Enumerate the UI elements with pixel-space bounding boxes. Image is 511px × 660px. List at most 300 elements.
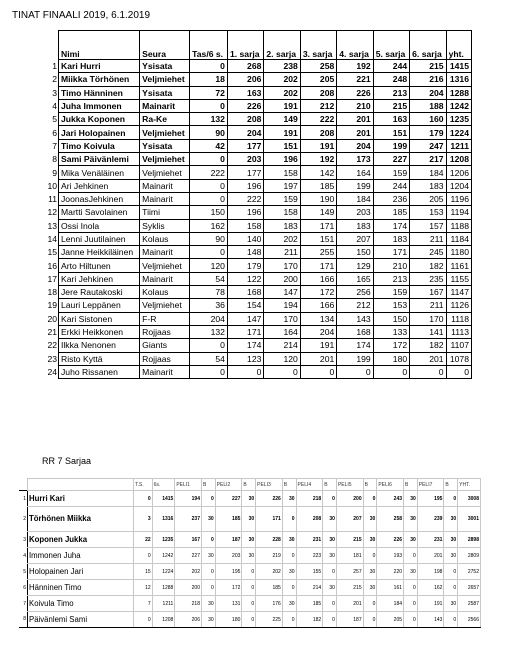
row-number: 22 [39,339,59,352]
table-row [39,365,472,378]
score-cell: 54 [190,352,228,365]
rr-header-row [19,479,481,491]
rr-score-cell: 30 [201,596,215,612]
rr-score-cell: 30 [282,564,296,580]
rr-row-number: 7 [23,600,26,607]
rr-score-cell: 171 [256,507,283,532]
score-cell: 183 [373,232,409,245]
club-name: Veljmiehet [140,73,190,86]
score-cell: 268 [227,60,263,73]
score-cell: 150 [337,246,373,259]
score-cell: 163 [227,86,263,99]
score-cell: 215 [410,60,446,73]
score-cell: 162 [190,219,228,232]
score-cell: 255 [300,246,336,259]
rr-column-header: YHT. [458,479,481,491]
rr-score-cell: 3 [134,507,153,532]
row-number: 19 [39,299,59,312]
rr-score-cell: 185 [215,507,242,532]
rr-score-cell: 226 [377,532,404,548]
column-header: 6. sarja [410,31,446,60]
score-cell: 205 [300,73,336,86]
row-number: 21 [39,325,59,338]
player-name: Martti Savolainen [59,206,140,219]
rr-score-cell: 30 [404,564,418,580]
score-cell: 132 [190,113,228,126]
score-cell: 191 [300,339,336,352]
score-cell: 221 [337,73,373,86]
score-cell: 129 [337,259,373,272]
rr-score-cell: 0 [242,596,256,612]
rr-row-number: 8 [19,612,28,628]
score-cell: 0 [264,365,300,378]
score-cell: 1078 [446,352,471,365]
rr-score-cell: 205 [377,612,404,628]
rr-score-cell: 227 [175,548,202,564]
score-cell: 1224 [446,126,471,139]
score-cell: 163 [373,113,409,126]
score-cell: 173 [337,153,373,166]
club-name: Mainarit [140,179,190,192]
rr-score-cell: 202 [256,564,283,580]
row-number: 23 [39,352,59,365]
rr-score-cell: 195 [215,564,242,580]
club-name: Kolaus [140,232,190,245]
rr-score-cell: 30 [323,580,337,596]
rr-score-cell: 184 [377,596,404,612]
player-name: Sami Päivänlemi [59,153,140,166]
rr-score-cell: 143 [417,612,444,628]
score-cell: 201 [337,126,373,139]
rr-column-header: B [323,479,337,491]
rr-score-cell: 0 [363,612,377,628]
rr-score-cell: 0 [201,564,215,580]
score-cell: 245 [410,246,446,259]
score-cell: 191 [264,126,300,139]
rr-score-cell: 30 [201,548,215,564]
document-title: TINAT FINAALI 2019, 6.1.2019 [12,10,151,21]
club-name: Mainarit [140,272,190,285]
table-row [39,272,472,285]
rr-score-cell: 237 [175,507,202,532]
rr-score-cell: 201 [336,596,363,612]
score-cell: 72 [190,86,228,99]
score-cell: 141 [410,325,446,338]
score-cell: 185 [300,179,336,192]
rr-score-cell: 0 [282,548,296,564]
rr-score-cell: 30 [444,548,458,564]
table-row [39,286,472,299]
score-cell: 212 [300,99,336,112]
rr-score-cell: 198 [417,564,444,580]
score-cell: 215 [373,99,409,112]
rr-score-cell: 2587 [458,596,481,612]
score-cell: 1126 [446,299,471,312]
rr-column-header: PELI6 [377,479,404,491]
rr-table-row [19,507,481,532]
score-cell: 0 [190,60,228,73]
rr-score-cell: 187 [336,612,363,628]
table-row [39,73,472,86]
table-row [39,259,472,272]
results-header-row [39,31,472,60]
score-cell: 202 [264,232,300,245]
rr-score-cell: 203 [215,548,242,564]
rr-score-cell: 0 [242,612,256,628]
score-cell: 170 [410,312,446,325]
score-cell: 0 [190,153,228,166]
rr-score-cell: 0 [404,596,418,612]
score-cell: 134 [300,312,336,325]
row-number-header [39,31,59,60]
rr-score-cell: 30 [282,596,296,612]
score-cell: 177 [227,139,263,152]
score-cell: 159 [373,286,409,299]
score-cell: 165 [337,272,373,285]
column-header: Tas/6 s. [190,31,228,60]
score-cell: 1155 [446,272,471,285]
club-name: Ysisata [140,60,190,73]
club-name: Veljmiehet [140,153,190,166]
rr-player-name: Immonen Juha [28,548,134,564]
score-cell: 149 [300,206,336,219]
row-number: 5 [39,113,59,126]
club-name: Mainarit [140,365,190,378]
score-cell: 238 [264,60,300,73]
score-cell: 199 [337,352,373,365]
row-number: 14 [39,232,59,245]
rr-score-cell: 30 [363,580,377,596]
rr-score-cell: 30 [323,507,337,532]
score-cell: 0 [373,365,409,378]
rr-score-cell: 2898 [458,532,481,548]
table-row [39,206,472,219]
row-number: 10 [39,179,59,192]
score-cell: 133 [373,325,409,338]
rr-score-cell: 239 [417,507,444,532]
club-name: Ysisata [140,86,190,99]
rr-player-name: Hänninen Timo [28,580,134,596]
score-cell: 205 [410,192,446,205]
rr-score-cell: 195 [417,491,444,507]
player-name: Arto Hiltunen [59,259,140,272]
rr-score-cell: 227 [215,491,242,507]
rr-column-header [28,479,134,491]
score-cell: 213 [373,272,409,285]
score-cell: 204 [410,86,446,99]
rr-score-cell: 207 [336,507,363,532]
score-cell: 174 [227,339,263,352]
rr-score-cell: 30 [323,532,337,548]
player-name: Kari Hurri [59,60,140,73]
score-cell: 123 [227,352,263,365]
rr-score-cell: 1208 [152,612,175,628]
row-number: 6 [39,126,59,139]
club-name: Ra-Ke [140,113,190,126]
rr-score-cell: 231 [417,532,444,548]
score-cell: 174 [337,339,373,352]
rr-score-cell: 0 [404,580,418,596]
score-cell: 1113 [446,325,471,338]
player-name: Ilkka Nenonen [59,339,140,352]
score-cell: 208 [227,113,263,126]
score-cell: 184 [410,166,446,179]
rr-column-header: PELI3 [256,479,283,491]
score-cell: 1161 [446,259,471,272]
rr-score-cell: 0 [323,491,337,507]
rr-score-cell: 208 [296,507,323,532]
rr-score-cell: 30 [404,532,418,548]
score-cell: 160 [410,113,446,126]
score-cell: 184 [337,192,373,205]
club-name: Veljmiehet [140,166,190,179]
rr-score-cell: 30 [363,564,377,580]
rr-score-cell: 180 [215,612,242,628]
rr-table-row [19,612,481,628]
score-cell: 143 [337,312,373,325]
score-cell: 166 [300,272,336,285]
rr-score-cell: 2809 [458,548,481,564]
score-cell: 158 [264,206,300,219]
club-name: Giants [140,339,190,352]
score-cell: 204 [227,126,263,139]
player-name: Jari Holopainen [59,126,140,139]
club-name: Tiimi [140,206,190,219]
score-cell: 211 [410,299,446,312]
rr-score-cell: 30 [201,612,215,628]
rr-score-cell: 0 [282,612,296,628]
row-number: 13 [39,219,59,232]
rr-score-cell: 30 [323,548,337,564]
score-cell: 204 [337,139,373,152]
rr-score-cell: 155 [296,564,323,580]
score-cell: 196 [227,179,263,192]
score-cell: 153 [373,299,409,312]
rr-score-cell: 0 [134,491,153,507]
row-number: 16 [39,259,59,272]
club-name: Syklis [140,219,190,232]
player-name: JoonasJehkinen [59,192,140,205]
rr-score-cell: 191 [417,596,444,612]
score-cell: 202 [264,73,300,86]
rr-score-cell: 2752 [458,564,481,580]
rr-table-row [19,580,481,596]
score-cell: 244 [373,60,409,73]
score-cell: 149 [264,113,300,126]
score-cell: 208 [300,86,336,99]
score-cell: 158 [264,166,300,179]
rr-score-cell: 220 [377,564,404,580]
rr-score-cell: 0 [201,580,215,596]
rr-score-cell: 223 [296,548,323,564]
score-cell: 0 [190,246,228,259]
rr-score-cell: 0 [134,548,153,564]
score-cell: 201 [300,352,336,365]
column-header: Nimi [59,31,140,60]
table-row [39,246,472,259]
rr-score-cell: 30 [242,548,256,564]
rr-score-cell: 182 [296,612,323,628]
rr-score-cell: 202 [175,564,202,580]
rr-score-cell: 1415 [152,491,175,507]
score-cell: 1316 [446,73,471,86]
score-cell: 211 [410,232,446,245]
rr-score-cell: 30 [444,507,458,532]
score-cell: 157 [410,219,446,232]
score-cell: 222 [190,166,228,179]
club-name: Ysisata [140,139,190,152]
score-cell: 1188 [446,219,471,232]
player-name: Lenni Juutilainen [59,232,140,245]
row-number: 17 [39,272,59,285]
score-cell: 0 [190,179,228,192]
score-cell: 222 [227,192,263,205]
player-name: Janne Heikkiläinen [59,246,140,259]
score-cell: 159 [264,192,300,205]
rr-score-cell: 30 [363,507,377,532]
rr-score-cell: 0 [363,548,377,564]
rr-score-cell: 30 [404,491,418,507]
column-header: 2. sarja [264,31,300,60]
rr-column-header: B [444,479,458,491]
player-name: Ossi Inola [59,219,140,232]
score-cell: 1196 [446,192,471,205]
rr-score-cell: 0 [242,564,256,580]
table-row [39,113,472,126]
row-number: 3 [39,86,59,99]
rr-table-row [19,548,481,564]
score-cell: 167 [410,286,446,299]
score-cell: 191 [300,139,336,152]
score-cell: 159 [373,166,409,179]
score-cell: 0 [300,365,336,378]
rr-index-header [19,479,28,491]
player-name: Lauri Leppänen [59,299,140,312]
club-name: Kolaus [140,286,190,299]
score-cell: 164 [337,166,373,179]
rr-score-cell: 200 [336,491,363,507]
rr-score-cell: 0 [363,596,377,612]
rr-player-name: Koponen Jukka [28,532,134,548]
score-cell: 244 [373,179,409,192]
rr-score-cell: 30 [404,507,418,532]
score-cell: 202 [264,86,300,99]
rr-row-number: 3 [23,536,26,543]
score-cell: 151 [264,139,300,152]
player-name: Erkki Heikkonen [59,325,140,338]
table-row [39,166,472,179]
score-cell: 1118 [446,312,471,325]
column-header: Seura [140,31,190,60]
score-cell: 172 [373,339,409,352]
score-cell: 166 [300,299,336,312]
rr-score-cell: 0 [242,580,256,596]
column-header: 5. sarja [373,31,409,60]
score-cell: 182 [410,339,446,352]
rr-score-cell: 194 [175,491,202,507]
score-cell: 194 [264,299,300,312]
column-header: 4. sarja [337,31,373,60]
score-cell: 235 [410,272,446,285]
score-cell: 1235 [446,113,471,126]
score-cell: 132 [190,325,228,338]
player-name: Juho Rissanen [59,365,140,378]
score-cell: 150 [190,206,228,219]
table-row [39,299,472,312]
row-number: 20 [39,312,59,325]
rr-player-name: Hurri Kari [28,491,134,507]
rr-column-header: B [201,479,215,491]
player-name: Timo Hänninen [59,86,140,99]
score-cell: 170 [264,259,300,272]
score-cell: 177 [227,166,263,179]
rr-score-cell: 218 [175,596,202,612]
club-name: Mainarit [140,99,190,112]
table-row [39,219,472,232]
score-cell: 1242 [446,99,471,112]
player-name: Risto Kyttä [59,352,140,365]
column-header: 1. sarja [227,31,263,60]
rr-score-cell: 215 [336,532,363,548]
score-cell: 207 [337,232,373,245]
row-number: 15 [39,246,59,259]
score-cell: 216 [410,73,446,86]
player-name: Kari Sistonen [59,312,140,325]
score-cell: 227 [373,153,409,166]
rr-score-cell: 231 [296,532,323,548]
rr-row-number: 2 [23,516,26,522]
score-cell: 212 [337,299,373,312]
score-cell: 247 [410,139,446,152]
club-name: Mainarit [140,192,190,205]
score-cell: 222 [300,113,336,126]
rr-score-cell: 0 [282,580,296,596]
rr-score-cell: 185 [296,596,323,612]
rr-section-title: RR 7 Sarjaa [42,456,92,466]
table-row [39,153,472,166]
rr-row-number: 4 [23,552,26,559]
rr-column-header: PELI1 [175,479,202,491]
score-cell: 171 [227,325,263,338]
rr-score-cell: 0 [201,532,215,548]
rr-score-cell: 30 [282,491,296,507]
player-name: Timo Koivula [59,139,140,152]
rr-score-cell: 215 [336,580,363,596]
score-cell: 1204 [446,179,471,192]
rr-score-cell: 228 [256,532,283,548]
rr-score-cell: 30 [444,532,458,548]
score-cell: 171 [300,219,336,232]
table-row [39,139,472,152]
rr-score-cell: 1242 [152,548,175,564]
rr-score-cell: 30 [242,491,256,507]
rr-score-cell: 167 [175,532,202,548]
score-cell: 183 [337,219,373,232]
score-cell: 1211 [446,139,471,152]
rr-score-cell: 0 [323,612,337,628]
score-cell: 120 [264,352,300,365]
row-number: 1 [39,60,59,73]
score-cell: 180 [373,352,409,365]
rr-column-header: PELI7 [417,479,444,491]
score-cell: 201 [410,352,446,365]
score-cell: 54 [190,272,228,285]
rr-score-cell: 0 [404,612,418,628]
score-cell: 188 [410,99,446,112]
score-cell: 172 [300,286,336,299]
score-cell: 203 [227,153,263,166]
score-cell: 0 [410,365,446,378]
